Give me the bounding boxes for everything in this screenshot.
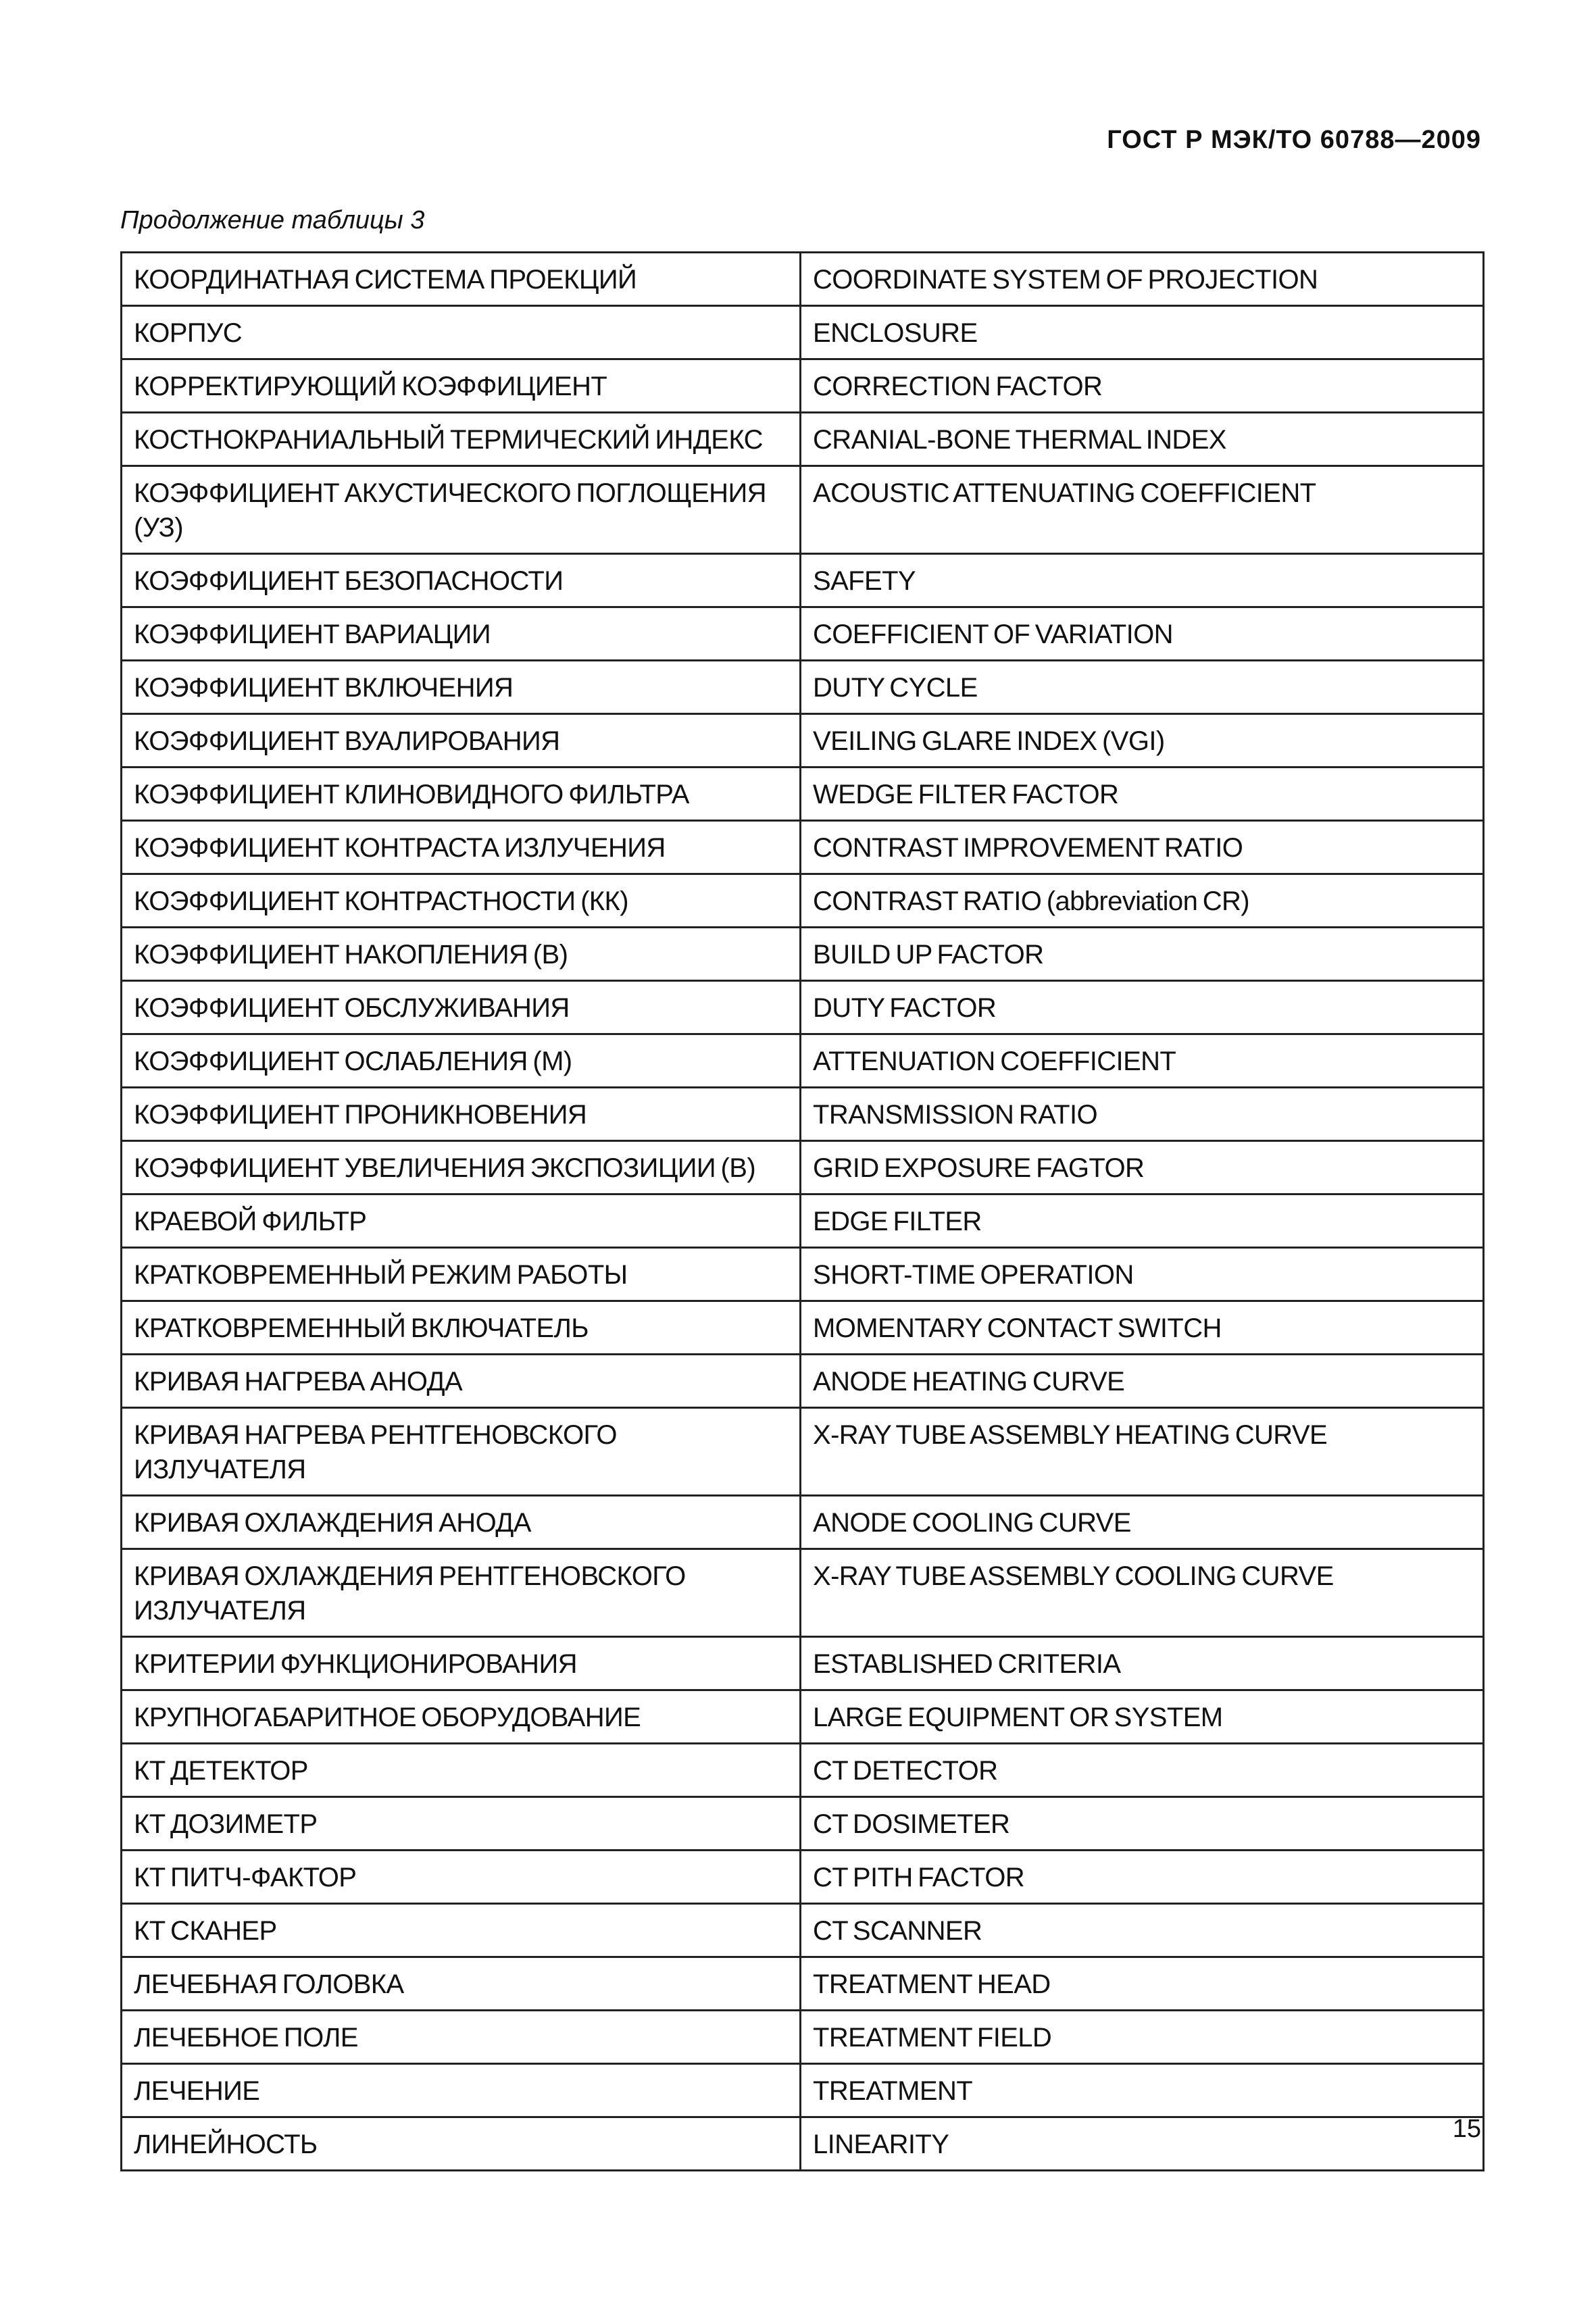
table-row — [122, 1904, 1484, 1957]
term-ru-cell: КОЭФФИЦИЕНТ НАКОПЛЕНИЯ (В) — [122, 928, 801, 981]
term-ru-cell: КОЭФФИЦИЕНТ КЛИНОВИДНОГО ФИЛЬТРА — [122, 768, 801, 821]
term-ru-cell: КРАТКОВРЕМЕННЫЙ ВКЛЮЧАТЕЛЬ — [122, 1301, 801, 1355]
table-row — [122, 2011, 1484, 2064]
terms-table-body — [122, 253, 1484, 2171]
term-ru-cell: КОЭФФИЦИЕНТ ОСЛАБЛЕНИЯ (М) — [122, 1034, 801, 1088]
table-row — [122, 1034, 1484, 1088]
term-ru-cell: КРИВАЯ ОХЛАЖДЕНИЯ РЕНТГЕНОВСКОГО ИЗЛУЧАТЕЛЯ — [122, 1549, 801, 1637]
table-row — [122, 1797, 1484, 1851]
term-en-cell: GRID EXPOSURE FAGTOR — [801, 1141, 1484, 1194]
term-en-cell: ACOUSTIC ATTENUATING COEFFICIENT — [801, 466, 1484, 554]
term-en-cell: X-RAY TUBE ASSEMBLY COOLING CURVE — [801, 1549, 1484, 1637]
table-row — [122, 1690, 1484, 1744]
term-ru-cell: КОРРЕКТИРУЮЩИЙ КОЭФФИЦИЕНТ — [122, 359, 801, 413]
term-en-cell: ANODE HEATING CURVE — [801, 1355, 1484, 1408]
term-ru-cell: КОРПУС — [122, 306, 801, 359]
term-en-cell: CT DOSIMETER — [801, 1797, 1484, 1851]
term-ru-cell: КТ СКАНЕР — [122, 1904, 801, 1957]
table-row — [122, 413, 1484, 466]
term-en-cell: CONTRAST IMPROVEMENT RATIO — [801, 821, 1484, 874]
term-en-cell: ESTABLISHED CRITERIA — [801, 1637, 1484, 1690]
term-ru-cell: КОСТНОКРАНИАЛЬНЫЙ ТЕРМИЧЕСКИЙ ИНДЕКС — [122, 413, 801, 466]
table-row — [122, 1496, 1484, 1549]
table-caption: Продолжение таблицы 3 — [120, 206, 425, 234]
term-en-cell: X-RAY TUBE ASSEMBLY HEATING CURVE — [801, 1408, 1484, 1496]
term-ru-cell: КОЭФФИЦИЕНТ ПРОНИКНОВЕНИЯ — [122, 1088, 801, 1141]
term-ru-cell: ЛИНЕЙНОСТЬ — [122, 2117, 801, 2171]
term-ru-cell: КРУПНОГАБАРИТНОЕ ОБОРУДОВАНИЕ — [122, 1690, 801, 1744]
term-ru-cell: КОЭФФИЦИЕНТ ВАРИАЦИИ — [122, 607, 801, 661]
table-row — [122, 1637, 1484, 1690]
table-row — [122, 1408, 1484, 1496]
term-ru-cell: КРИВАЯ НАГРЕВА РЕНТГЕНОВСКОГО ИЗЛУЧАТЕЛЯ — [122, 1408, 801, 1496]
table-row — [122, 1088, 1484, 1141]
table-row — [122, 607, 1484, 661]
table-row — [122, 1549, 1484, 1637]
table-row — [122, 1744, 1484, 1797]
term-ru-cell: КОЭФФИЦИЕНТ УВЕЛИЧЕНИЯ ЭКСПОЗИЦИИ (В) — [122, 1141, 801, 1194]
term-ru-cell: КОЭФФИЦИЕНТ ВУАЛИРОВАНИЯ — [122, 714, 801, 768]
term-ru-cell: КОЭФФИЦИЕНТ БЕЗОПАСНОСТИ — [122, 554, 801, 607]
term-en-cell: CONTRAST RATIO (abbreviation CR) — [801, 874, 1484, 928]
table-row — [122, 2064, 1484, 2117]
table-row — [122, 1851, 1484, 1904]
table-row — [122, 1957, 1484, 2011]
term-ru-cell: КОЭФФИЦИЕНТ ОБСЛУЖИВАНИЯ — [122, 981, 801, 1034]
standard-header: ГОСТ Р МЭК/ТО 60788—2009 — [1107, 126, 1481, 154]
table-row — [122, 661, 1484, 714]
term-ru-cell: КРИВАЯ НАГРЕВА АНОДА — [122, 1355, 801, 1408]
term-en-cell: BUILD UP FACTOR — [801, 928, 1484, 981]
term-en-cell: TREATMENT FIELD — [801, 2011, 1484, 2064]
term-en-cell: CT PITH FACTOR — [801, 1851, 1484, 1904]
term-ru-cell: ЛЕЧЕБНОЕ ПОЛЕ — [122, 2011, 801, 2064]
term-ru-cell: ЛЕЧЕНИЕ — [122, 2064, 801, 2117]
table-row — [122, 1141, 1484, 1194]
table-row — [122, 768, 1484, 821]
term-en-cell: DUTY CYCLE — [801, 661, 1484, 714]
table-row — [122, 874, 1484, 928]
term-en-cell: SHORT-TIME OPERATION — [801, 1248, 1484, 1301]
table-row — [122, 821, 1484, 874]
term-en-cell: CT SCANNER — [801, 1904, 1484, 1957]
term-en-cell: COEFFICIENT OF VARIATION — [801, 607, 1484, 661]
table-row — [122, 306, 1484, 359]
table-row — [122, 1194, 1484, 1248]
term-ru-cell: КОЭФФИЦИЕНТ АКУСТИЧЕСКОГО ПОГЛОЩЕНИЯ (УЗ) — [122, 466, 801, 554]
term-ru-cell: КОЭФФИЦИЕНТ ВКЛЮЧЕНИЯ — [122, 661, 801, 714]
term-en-cell: CT DETECTOR — [801, 1744, 1484, 1797]
table-row — [122, 359, 1484, 413]
table-row — [122, 554, 1484, 607]
term-en-cell: LARGE EQUIPMENT OR SYSTEM — [801, 1690, 1484, 1744]
term-en-cell: COORDINATE SYSTEM OF PROJECTION — [801, 253, 1484, 306]
term-ru-cell: КТ ДОЗИМЕТР — [122, 1797, 801, 1851]
term-en-cell: EDGE FILTER — [801, 1194, 1484, 1248]
term-ru-cell: КООРДИНАТНАЯ СИСТЕМА ПРОЕКЦИЙ — [122, 253, 801, 306]
term-en-cell: ATTENUATION COEFFICIENT — [801, 1034, 1484, 1088]
page-number: 15 — [1452, 2115, 1481, 2143]
table-row — [122, 714, 1484, 768]
table-row — [122, 928, 1484, 981]
terms-table — [120, 251, 1485, 2171]
term-en-cell: TREATMENT — [801, 2064, 1484, 2117]
term-ru-cell: КРАЕВОЙ ФИЛЬТР — [122, 1194, 801, 1248]
table-row — [122, 981, 1484, 1034]
table-row — [122, 2117, 1484, 2171]
term-en-cell: MOMENTARY CONTACT SWITCH — [801, 1301, 1484, 1355]
term-ru-cell: ЛЕЧЕБНАЯ ГОЛОВКА — [122, 1957, 801, 2011]
term-en-cell: CRANIAL-BONE THERMAL INDEX — [801, 413, 1484, 466]
term-ru-cell: КОЭФФИЦИЕНТ КОНТРАСТНОСТИ (КК) — [122, 874, 801, 928]
term-en-cell: SAFETY — [801, 554, 1484, 607]
term-en-cell: TREATMENT HEAD — [801, 1957, 1484, 2011]
term-en-cell: CORRECTION FACTOR — [801, 359, 1484, 413]
table-row — [122, 1301, 1484, 1355]
term-en-cell: TRANSMISSION RATIO — [801, 1088, 1484, 1141]
term-ru-cell: КРИВАЯ ОХЛАЖДЕНИЯ АНОДА — [122, 1496, 801, 1549]
table-row — [122, 466, 1484, 554]
term-en-cell: VEILING GLARE INDEX (VGI) — [801, 714, 1484, 768]
term-ru-cell: КОЭФФИЦИЕНТ КОНТРАСТА ИЗЛУЧЕНИЯ — [122, 821, 801, 874]
term-ru-cell: КРИТЕРИИ ФУНКЦИОНИРОВАНИЯ — [122, 1637, 801, 1690]
term-en-cell: LINEARITY — [801, 2117, 1484, 2171]
term-en-cell: WEDGE FILTER FACTOR — [801, 768, 1484, 821]
table-row — [122, 1355, 1484, 1408]
table-row — [122, 1248, 1484, 1301]
term-ru-cell: КТ ПИТЧ-ФАКТОР — [122, 1851, 801, 1904]
term-ru-cell: КРАТКОВРЕМЕННЫЙ РЕЖИМ РАБОТЫ — [122, 1248, 801, 1301]
term-en-cell: DUTY FACTOR — [801, 981, 1484, 1034]
term-ru-cell: КТ ДЕТЕКТОР — [122, 1744, 801, 1797]
term-en-cell: ENCLOSURE — [801, 306, 1484, 359]
table-row — [122, 253, 1484, 306]
term-en-cell: ANODE COOLING CURVE — [801, 1496, 1484, 1549]
